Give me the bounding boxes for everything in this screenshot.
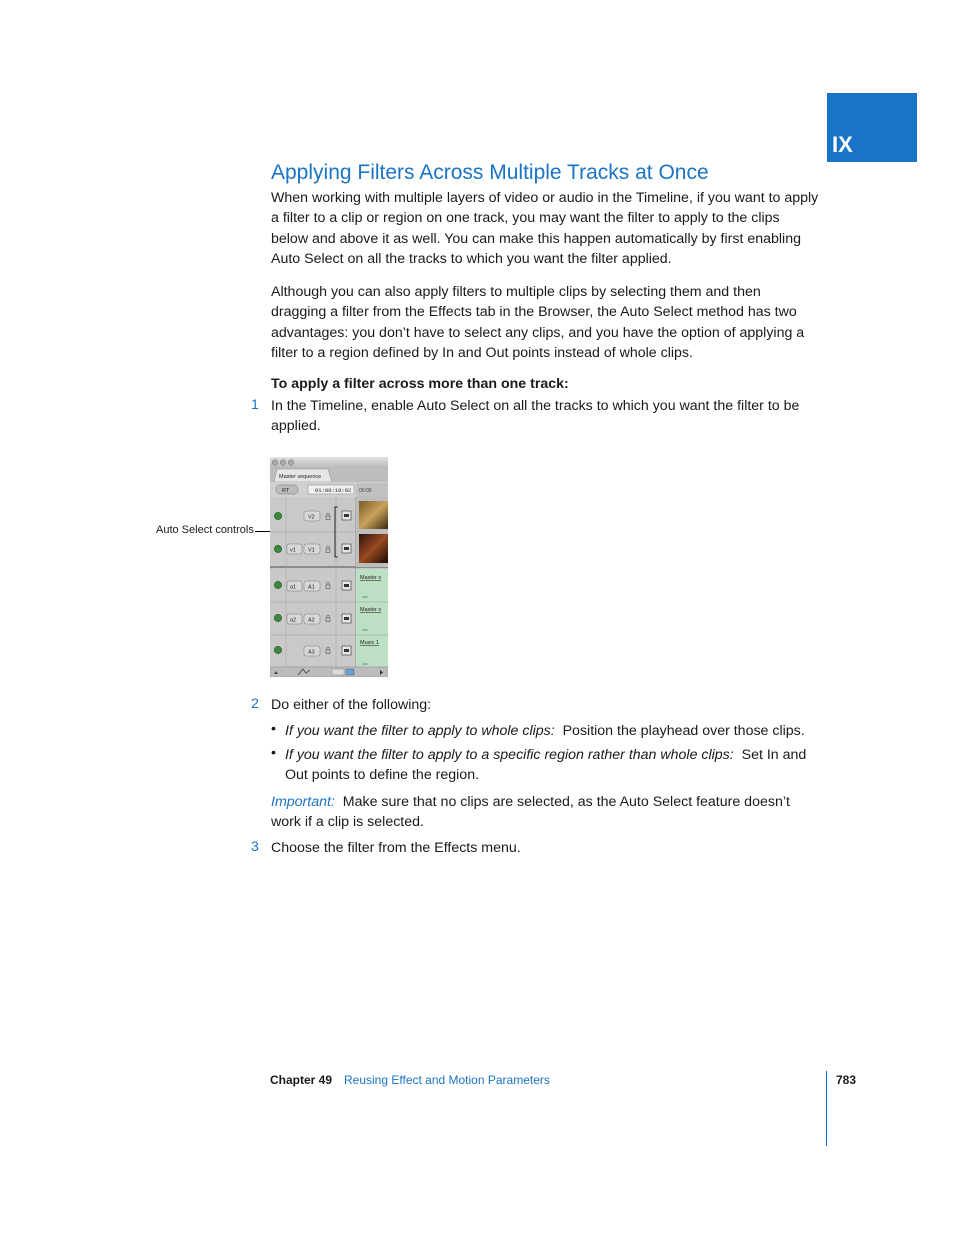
- procedure-lead: To apply a filter across more than one track:: [271, 376, 569, 392]
- bullet-2-lead: If you want the filter to apply to a specific region rather than whole clips:: [285, 747, 734, 763]
- step-2-number: 2: [251, 696, 259, 712]
- window-close-icon: [272, 460, 278, 466]
- chapter-tab-label: IX: [832, 132, 853, 157]
- bullet-1-mark: •: [271, 721, 276, 737]
- important-note: [271, 792, 811, 833]
- audio-clip-label-a3: Music 1: [360, 640, 379, 646]
- tab-label: Master sequence: [279, 474, 322, 480]
- step-3-number: 3: [251, 839, 259, 855]
- rt-label: RT: [282, 488, 290, 494]
- important-text: Make sure that no clips are selected, as the Auto Select feature doesn’t work if a clip is selected.: [271, 794, 790, 831]
- bullet-1-lead: If you want the filter to apply to whole clips:: [285, 723, 555, 739]
- dest-label-a1: A1: [308, 584, 315, 591]
- audio-clip-label-a1: Master s: [360, 575, 382, 581]
- video-clip-thumbnail-v2: [359, 501, 388, 529]
- footer-divider: [826, 1071, 827, 1146]
- bullet-2-mark: •: [271, 745, 276, 761]
- dest-label-a2: A2: [308, 617, 315, 624]
- timecode-value: 01:00:10:02: [315, 487, 352, 494]
- step-1-text: In the Timeline, enable Auto Select on all the tracks to which you want the filter to be applied.: [271, 398, 800, 435]
- dest-label-v1: V1: [308, 547, 315, 554]
- bullet-1: [285, 721, 825, 741]
- ruler-time: 00:00: [359, 488, 372, 494]
- zoom-slider-thumb: [346, 669, 354, 675]
- important-label: Important:: [271, 794, 335, 810]
- dest-label-a3: A3: [308, 649, 315, 656]
- callout-label: Auto Select controls: [156, 524, 254, 536]
- footer-chapter-title: Reusing Effect and Motion Parameters: [344, 1073, 550, 1087]
- source-label-v1: v1: [290, 547, 296, 554]
- page-number: 783: [836, 1073, 857, 1087]
- bullet-1-text: Position the playhead over those clips.: [562, 723, 805, 739]
- step-1-number: 1: [251, 397, 259, 413]
- video-clip-thumbnail-v1: [359, 534, 388, 563]
- step-2-text: Do either of the following:: [271, 697, 432, 713]
- source-label-a2: a2: [290, 617, 297, 624]
- chapter-tab: [827, 93, 917, 162]
- window-zoom-icon: [288, 460, 294, 466]
- audio-clip-label-a2: Master s: [360, 607, 382, 613]
- section-title: Applying Filters Across Multiple Tracks at Once: [271, 161, 709, 184]
- timeline-screenshot: [270, 457, 388, 677]
- step-3-text: Choose the filter from the Effects menu.: [271, 840, 521, 856]
- footer-chapter: Chapter 49: [270, 1073, 333, 1087]
- window-minimize-icon: [280, 460, 286, 466]
- intro-paragraph: When working with multiple layers of video or audio in the Timeline, if you want to apply a filter to a clip or region on one track, you may want the filter to apply to the clips below and above it as well. You can make this happen automatically by first enabling Auto Select on all the tracks to which you want the filter applied.: [271, 190, 819, 268]
- advantages-paragraph: Although you can also apply filters to multiple clips by selecting them and then dragging a filter from the Effects tab in the Browser, the Auto Select method has two advantages: you don’t have to select any clips, and you have the option of applying a filter to a region defined by In and Out points instead of whole clips.: [271, 284, 805, 362]
- bullet-2-text: Set In and Out points to define the region.: [285, 747, 807, 784]
- track-height-control: [332, 669, 344, 675]
- bullet-2: [285, 745, 825, 786]
- source-label-a1: a1: [290, 584, 297, 591]
- dest-label-v2: V2: [308, 514, 315, 521]
